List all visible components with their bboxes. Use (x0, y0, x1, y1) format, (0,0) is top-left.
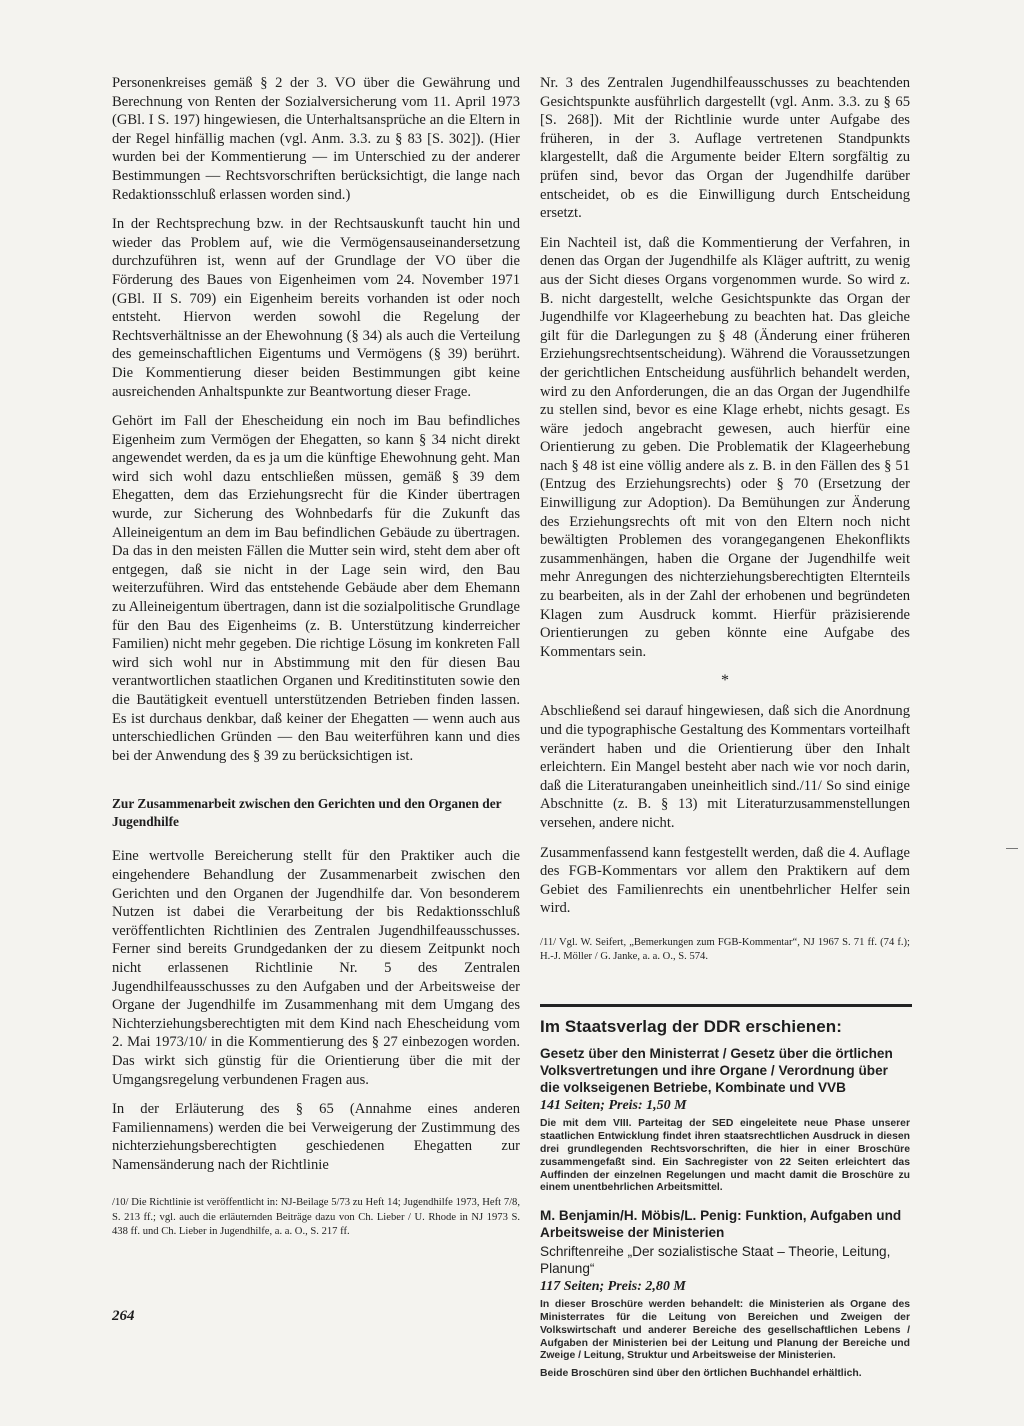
section-separator: * (721, 672, 729, 690)
book-price: 117 Seiten; Preis: 2,80 M (540, 1279, 686, 1295)
advertisement-divider (540, 1004, 912, 1007)
availability-note: Beide Broschüren sind über den örtlichen Buchhandel erhältlich. (540, 1368, 862, 1380)
body-paragraph: Zusammenfassend kann festgestellt werden, daß die 4. Auflage des FGB-Kommentars vor allem den Praktikern auf dem Gebiet des Familienrechts ein unentbehrlicher Helfer sein wird. (540, 844, 910, 917)
body-paragraph: Eine wertvolle Bereicherung stellt für den Praktiker auch die eingehendere Behandlung der Zusammenarbeit zwischen den Gerichten und den Organen der Jugendhilfe dar. Von besonderem Nutzen ist dabei die Verarbeitung der bis Redaktionsschluß veröffentlichten Richtlinien des Zentralen Jugendhilfeausschusses. Ferner sind bereits Grundgedanken der zu diesem Zeitpunkt noch nicht erlassenen Richtlinie Nr. 5 des Zentralen Jugendhilfeausschusses zu den Aufgaben und der Arbeitsweise der Organe der Jugendhilfe im Zusammenhang mit dem Umgang des Nichterziehungsberechtigten mit dem Kind nach Ehescheidung vom 2. Mai 1973/10/ in die Kommentierung des § 27 einbezogen worden. Das wirkt sich günstig für die Orientierung über die mit der Umgangsregelung verbundenen Fragen aus. (112, 848, 520, 1088)
body-paragraph: In der Erläuterung des § 65 (Annahme eines anderen Familiennamens) werden die bei Verweigerung der Zustimmung des nichterziehungsberechtigten geschiedenen Ehegatten zur Namensänderung nach der Richtlinie (112, 1101, 520, 1173)
body-paragraph: Ein Nachteil ist, daß die Kommentierung der Verfahren, in denen das Organ der Jugendhilfe als Kläger auftritt, zu wenig aus der Sicht dieses Organs vorgenommen wurde. So wird z. B. nicht dargestellt, welche Gesichtspunkte das Organ der Jugendhilfe vor Klageerhebung zu beachten hat. Das gleiche gilt für die Darlegungen zu § 48 (Änderung einer früheren Erziehungsrechtsentscheidung). Während die Voraussetzungen der gerichtlichen Entscheidung ausführlich behandelt werden, wird zu den Anforderungen, die an das Organ der Jugendhilfe zu stellen sind, bevor es eine Klage erhebt, nichts gesagt. Es wäre jedoch angebracht gewesen, auch hierfür eine Orientierung zu geben. Die Problematik der Klageerhebung nach § 48 ist eine völlig andere als z. B. in den Fällen des § 51 (Entzug des Erziehungsrechts) oder § 70 (Ersetzung der Einwilligung zur Adoption). Da Bemühungen zur Änderung des Erziehungsrechts oft mit von den Eltern noch nicht bewältigten Problemen des vorangegangenen Ehekonflikts zusammenhängen, haben die Organe der Jugendhilfe weit mehr Anregungen des nichterziehungsberechtigten Elternteils zu bearbeiten, als in der Zahl der erhobenen und begründeten Klagen zum Ausdruck kommt. Hierfür präzisierende Orientierungen zu geben könnte eine Aufgabe des Kommentars sein. (540, 234, 910, 660)
advertisement-box (540, 1017, 910, 1380)
advertisement-heading: Im Staatsverlag der DDR erschienen: (540, 1017, 843, 1037)
page-number: 264 (112, 1308, 135, 1324)
body-paragraph: Abschließend sei darauf hingewiesen, daß sich die Anordnung und die typographische Gestaltung des Kommentars vorteilhaft verändert haben und die Orientierung über den Inhalt erleichtern. Ein Mangel besteht aber nach wie vor noch darin, daß die Literaturangaben uneinheitlich sind./11/ So sind einige Abschnitte (z. B. § 13) mit Literaturzusammenstellungen versehen, andere nicht. (540, 703, 910, 831)
body-paragraph: Personenkreises gemäß § 2 der 3. VO über die Gewährung und Berechnung von Renten der Sozialversicherung vom 11. April 1973 (GBl. I S. 197) hingewiesen, die Unterhaltsansprüche an die Eltern in der Regel hinfällig machen (vgl. Anm. 3.3. zu § 83 [S. 302]). (Hier wurden bei der Kommentierung — im Unterschied zu der anderer Bestimmungen — Rechtsvorschriften berücksichtigt, die lange nach Redaktionsschluß erlassen worden sind.) (112, 75, 520, 203)
footnote: /10/ Die Richtlinie ist veröffentlicht in: NJ-Beilage 5/73 zu Heft 14; Jugendhilfe 1973, Heft 7/8, S. 213 ff.; vgl. auch die erläuternden Beiträge dazu von Ch. Lieber / U. Rhode in NJ 1973 S. 438 ff. und Ch. Lieber in Jugendhilfe, a. a. O., S. 217 ff. (112, 1197, 520, 1237)
book-description: Die mit dem VIII. Parteitag der SED eingeleitete neue Phase unserer staatlichen Entwicklung findet ihren staatsrechtlichen Ausdruck in diesen drei grundlegenden Rechtsvorschriften, die hier in einer Broschüre zusammengefaßt sind. Ein Sachregister von 22 Seiten erleichtert das Auffinden der einzelnen Regelungen und macht damit die Broschüre zu einem unentbehrlichen Arbeitsmittel. (540, 1118, 910, 1194)
body-paragraph: Nr. 3 des Zentralen Jugendhilfeausschusses zu beachtenden Gesichtspunkte ausführlich dargestellt (vgl. Anm. 3.3. zu § 65 [S. 268]). Mit der Richtlinie wurde unter Aufgabe des früheren, in der 3. Auflage vertretenen Standpunkts klargestellt, daß die Argumente beider Eltern sorgfältig zu prüfen sind, bevor das Organ der Jugendhilfe darüber entscheidet, ob es die Einwilligung durch Entscheidung ersetzt. (540, 75, 910, 222)
book-title: Gesetz über den Ministerrat / Gesetz über die örtlichen Volksvertretungen und ihre Organe / Verordnung über die volkseigenen Betriebe, Kombinate und VVB (540, 1046, 893, 1096)
book-price: 141 Seiten; Preis: 1,50 M (540, 1098, 687, 1114)
book-description: In dieser Broschüre werden behandelt: die Ministerien als Organe des Ministerrates für die Leitung von Bereichen und Zweigen der Volkswirtschaft und anderer Bereiche des gesellschaftlichen Lebens / Aufgaben der Ministerien bei der Leitung und Planung der Bereiche und Zweige / Leitung, Struktur und Arbeitsweise der Ministerien. (540, 1299, 910, 1362)
right-column (540, 74, 910, 1380)
book-title: M. Benjamin/H. Möbis/L. Penig: Funktion, Aufgaben und Arbeitsweise der Ministerien (540, 1208, 902, 1241)
footnote: /11/ Vgl. W. Seifert, „Bemerkungen zum FGB-Kommentar“, NJ 1967 S. 71 ff. (74 f.); H.-J. Möller / G. Janke, a. a. O., S. 574. (540, 936, 910, 963)
left-column (112, 74, 520, 1239)
body-paragraph: In der Rechtsprechung bzw. in der Rechtsauskunft taucht hin und wieder das Problem auf, wie die Vermögensauseinandersetzung durchzuführen ist, wenn auf der Grundlage der VO über die Förderung des Baues von Eigenheimen vom 24. November 1971 (GBl. II S. 709) ein Eigenheim bereits vorhanden ist oder noch entsteht. Hiervon werden sowohl die Regelung der Rechtsverhältnisse an der Ehewohnung (§ 34) als auch die Verteilung des gemeinschaftlichen Eigentums und Vermögens (§ 39) berührt. Die Kommentierung dieser beiden Bestimmungen gibt keine ausreichenden Anhaltspunkte zur Beantwortung dieser Frage. (112, 216, 520, 400)
body-paragraph: Gehört im Fall der Ehescheidung ein noch im Bau befindliches Eigenheim zum Vermögen der Ehegatten, so kann § 34 nicht direkt angewendet werden, da es ja um die künftige Ehewohnung geht. Man wird sich wohl dazu entschließen müssen, gemäß § 39 dem Ehegatten, dem das Erziehungsrecht für die Kinder übertragen wurde, zur Sicherung des Wohnbedarfs für die Zukunft das Alleineigentum an dem im Bau befindlichen Gebäude zu übertragen. Da das in den meisten Fällen die Mutter sein wird, steht dem aber oft entgegen, daß sie nicht in der Lage sein wird, den Bau weiterzuführen. Wird das entstehende Gebäude aber dem Ehemann zu Alleineigentum übertragen, dann ist die sozialpolitische Grundlage für den Bau des Eigenheims (z. B. Unterstützung kinderreicher Familien) nicht mehr gegeben. Die richtige Lösung im konkreten Fall wird sich wohl nur in Abstimmung mit den für diesen Bau verantwortlichen staatlichen Organen und Kreditinstituten sowie den die Bautätigkeit eventuell unterstützenden Betrieben finden lassen. Es ist durchaus denkbar, daß keiner der Ehegatten — wenn auch aus unterschiedlichen Gründen — den Bau weiterführen kann und dies bei der Anwendung des § 39 zu berücksichtigen ist. (112, 413, 520, 764)
section-heading: Zur Zusammenarbeit zwischen den Gerichten und den Organen der Jugendhilfe (112, 796, 502, 830)
scan-edge-mark (1006, 848, 1018, 849)
book-series: Schriftenreihe „Der sozialistische Staat – Theorie, Leitung, Planung“ (540, 1244, 891, 1277)
